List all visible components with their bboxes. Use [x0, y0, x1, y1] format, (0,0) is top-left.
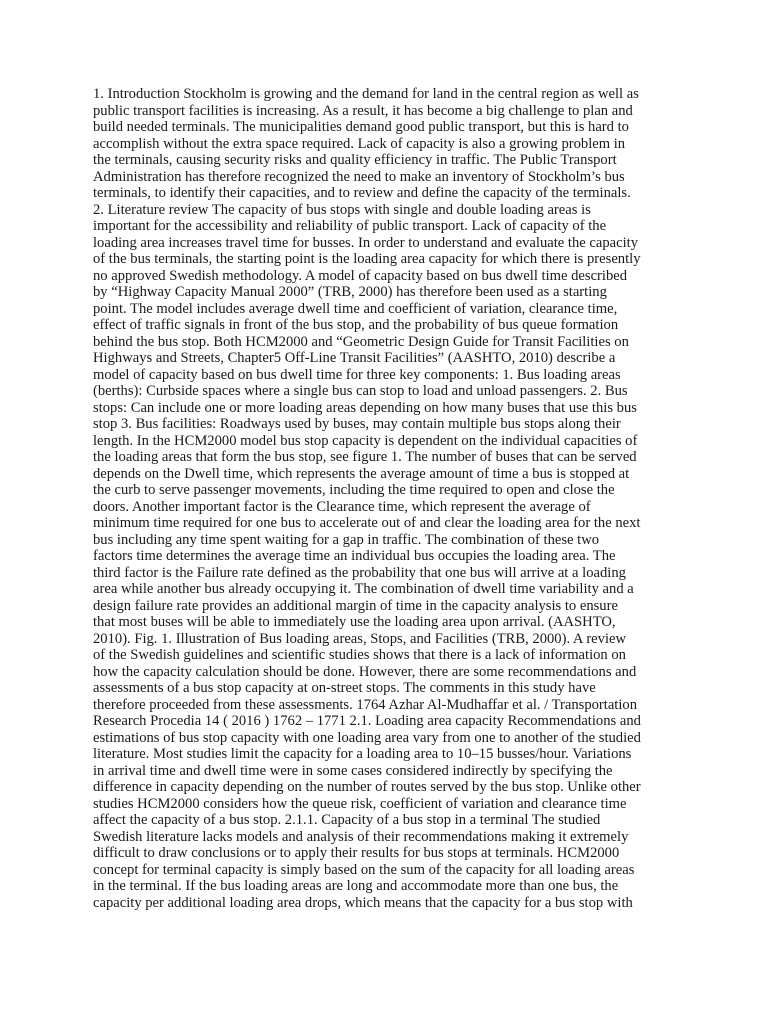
- text-line: depends on the Dwell time, which represents the average amount of time a bus is stopped at: [93, 465, 630, 482]
- text-line: point. The model includes average dwell time and coefficient of variation, clearance time,: [93, 300, 618, 317]
- text-line: third factor is the Failure rate defined as the probability that one bus will arrive at a loading: [93, 564, 626, 581]
- text-line: Administration has therefore recognized the need to make an inventory of Stockholm’s bus: [93, 168, 625, 185]
- text-line: by “Highway Capacity Manual 2000” (TRB, 2000) has therefore been used as a starting: [93, 284, 607, 300]
- document-page: [93, 86, 673, 911]
- text-line: (berths): Curbside spaces where a single bus can stop to load and unload passengers. 2. Bus: [93, 383, 628, 399]
- text-line: 1. Introduction Stockholm is growing and the demand for land in the central region as well as: [93, 86, 639, 102]
- text-line: of the bus terminals, the starting point is the loading area capacity for which there is presently: [93, 251, 641, 267]
- text-line: build needed terminals. The municipalities demand good public transport, but this is hard to: [93, 119, 629, 135]
- text-line: model of capacity based on bus dwell time for three key components: 1. Bus loading areas: [93, 366, 621, 383]
- text-line: behind the bus stop. Both HCM2000 and “Geometric Design Guide for Transit Facilities on: [93, 333, 629, 350]
- text-line: doors. Another important factor is the Clearance time, which represent the average of: [93, 498, 591, 515]
- text-line: 2. Literature review The capacity of bus stops with single and double loading areas is: [93, 201, 591, 218]
- text-line: loading area increases travel time for busses. In order to understand and evaluate the capacity: [93, 234, 639, 251]
- text-line: area while another bus already occupying it. The combination of dwell time variability and a: [93, 581, 634, 597]
- text-line: Highways and Streets, Chapter5 Off-Line Transit Facilities” (AASHTO, 2010) describe a: [93, 350, 616, 366]
- text-line: capacity per additional loading area drops, which means that the capacity for a bus stop with: [93, 894, 633, 911]
- text-line: Research Procedia 14 ( 2016 ) 1762 – 1771 2.1. Loading area capacity Recommendations and: [93, 713, 641, 729]
- text-line: no approved Swedish methodology. A model of capacity based on bus dwell time described: [93, 267, 628, 284]
- text-line: difficult to draw conclusions or to apply their results for bus stops at terminals. HCM2000: [93, 845, 620, 861]
- text-line: the curb to serve passenger movements, including the time required to open and close the: [93, 482, 615, 498]
- text-line: in the terminal. If the bus loading areas are long and accommodate more than one bus, the: [93, 878, 619, 894]
- text-line: the terminals, causing security risks and quality efficiency in traffic. The Public Transport: [93, 152, 617, 168]
- text-line: minimum time required for one bus to accelerate out of and clear the loading area for the next: [93, 515, 641, 531]
- text-line: concept for terminal capacity is simply based on the sum of the capacity for all loading areas: [93, 861, 635, 878]
- text-line: affect the capacity of a bus stop. 2.1.1. Capacity of a bus stop in a terminal The studied: [93, 812, 601, 828]
- text-line: stops: Can include one or more loading areas depending on how many buses that use this bus: [93, 399, 637, 416]
- text-line: public transport facilities is increasing. As a result, it has become a big challenge to plan and: [93, 102, 633, 119]
- text-line: important for the accessibility and reliability of public transport. Lack of capacity of the: [93, 218, 607, 234]
- text-line: of the Swedish guidelines and scientific studies shows that there is a lack of information on: [93, 647, 626, 663]
- text-line: estimations of bus stop capacity with one loading area vary from one to another of the studied: [93, 729, 641, 746]
- text-line: length. In the HCM2000 model bus stop capacity is dependent on the individual capacities of: [93, 432, 638, 449]
- text-line: 2010). Fig. 1. Illustration of Bus loading areas, Stops, and Facilities (TRB, 2000). A review: [93, 630, 627, 647]
- text-line: assessments of a bus stop capacity at on-street stops. The comments in this study have: [93, 680, 596, 696]
- text-line: therefore proceeded from these assessments. 1764 Azhar Al-Mudhaffar et al. / Transportation: [93, 696, 638, 713]
- text-line: studies HCM2000 considers how the queue risk, coefficient of variation and clearance time: [93, 795, 627, 812]
- text-line: how the capacity calculation should be done. However, there are some recommendations and: [93, 663, 637, 680]
- text-line: in arrival time and dwell time were in some cases considered indirectly by specifying the: [93, 762, 613, 779]
- text-line: factors time determines the average time an individual bus occupies the loading area. The: [93, 548, 616, 564]
- text-line: stop 3. Bus facilities: Roadways used by buses, may contain multiple bus stops along their: [93, 416, 621, 432]
- text-line: bus including any time spent waiting for a gap in traffic. The combination of these two: [93, 531, 600, 548]
- text-line: accomplish without the extra space required. Lack of capacity is also a growing problem in: [93, 135, 626, 152]
- text-line: effect of traffic signals in front of the bus stop, and the probability of bus queue formation: [93, 317, 619, 333]
- text-line: design failure rate provides an additional margin of time in the capacity analysis to ensure: [93, 597, 618, 614]
- text-line: difference in capacity depending on the number of routes served by the bus stop. Unlike other: [93, 779, 641, 795]
- text-line: that most buses will be able to immediately use the loading area upon arrival. (AASHTO,: [93, 614, 616, 630]
- text-line: literature. Most studies limit the capacity for a loading area to 10–15 busses/hour. Variations: [93, 746, 632, 762]
- text-line: the loading areas that form the bus stop, see figure 1. The number of buses that can be served: [93, 449, 637, 465]
- text-line: Swedish literature lacks models and analysis of their recommendations making it extremely: [93, 828, 629, 845]
- text-line: terminals, to identify their capacities, and to review and define the capacity of the terminals.: [93, 185, 631, 201]
